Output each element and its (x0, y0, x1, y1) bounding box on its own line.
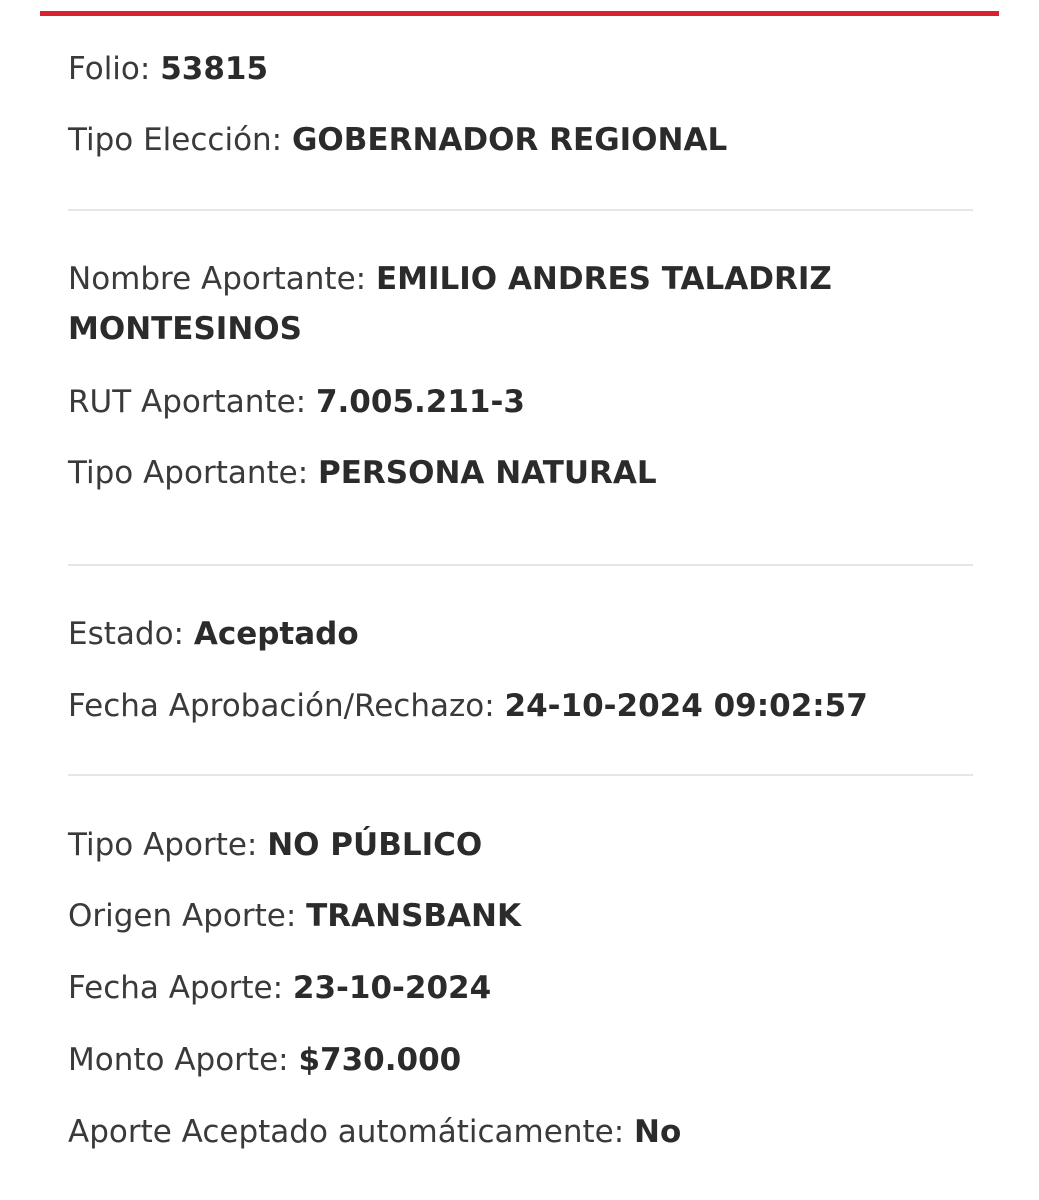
nombre-aportante-row (68, 254, 868, 354)
rut-aportante-row (68, 377, 973, 427)
fecha-aprobacion-value: 24-10-2024 09:02:57 (504, 688, 868, 724)
origen-aporte-row (68, 891, 973, 941)
rut-aportante-label: RUT Aportante: (68, 384, 316, 420)
tipo-aporte-row (68, 820, 973, 870)
folio-value: 53815 (160, 51, 269, 87)
tipo-eleccion-label: Tipo Elección: (68, 122, 292, 158)
monto-aporte-row (68, 1035, 973, 1085)
top-accent-bar (40, 11, 999, 16)
estado-value: Aceptado (193, 616, 359, 652)
fecha-aporte-row (68, 963, 973, 1013)
fecha-aprobacion-label: Fecha Aprobación/Rechazo: (68, 688, 505, 724)
section-divider (68, 774, 973, 776)
aceptado-auto-label: Aporte Aceptado automáticamente: (68, 1114, 634, 1150)
folio-label: Folio: (68, 51, 161, 87)
estado-row (68, 609, 973, 659)
fecha-aporte-label: Fecha Aporte: (68, 970, 293, 1006)
tipo-aportante-row (68, 448, 973, 498)
nombre-aportante-value: EMILIO ANDRES TALADRIZ MONTESINOS (68, 261, 832, 347)
origen-aporte-label: Origen Aporte: (68, 898, 307, 934)
fecha-aprobacion-row (68, 681, 973, 731)
origen-aporte-value: TRANSBANK (306, 898, 522, 934)
tipo-aportante-value: PERSONA NATURAL (318, 455, 657, 491)
section-divider (68, 564, 973, 566)
estado-label: Estado: (68, 616, 194, 652)
tipo-eleccion-value: GOBERNADOR REGIONAL (291, 122, 728, 158)
tipo-aporte-label: Tipo Aporte: (68, 827, 268, 863)
section-divider (68, 209, 973, 211)
tipo-eleccion-row (68, 115, 973, 165)
nombre-aportante-label: Nombre Aportante: (68, 261, 376, 297)
monto-aporte-label: Monto Aporte: (68, 1042, 299, 1078)
tipo-aporte-value: NO PÚBLICO (267, 827, 483, 863)
folio-row (68, 44, 973, 94)
monto-aporte-value: $730.000 (298, 1042, 462, 1078)
aceptado-auto-value: No (634, 1114, 682, 1150)
rut-aportante-value: 7.005.211-3 (315, 384, 525, 420)
tipo-aportante-label: Tipo Aportante: (68, 455, 319, 491)
fecha-aporte-value: 23-10-2024 (292, 970, 492, 1006)
aceptado-auto-row (68, 1107, 973, 1157)
